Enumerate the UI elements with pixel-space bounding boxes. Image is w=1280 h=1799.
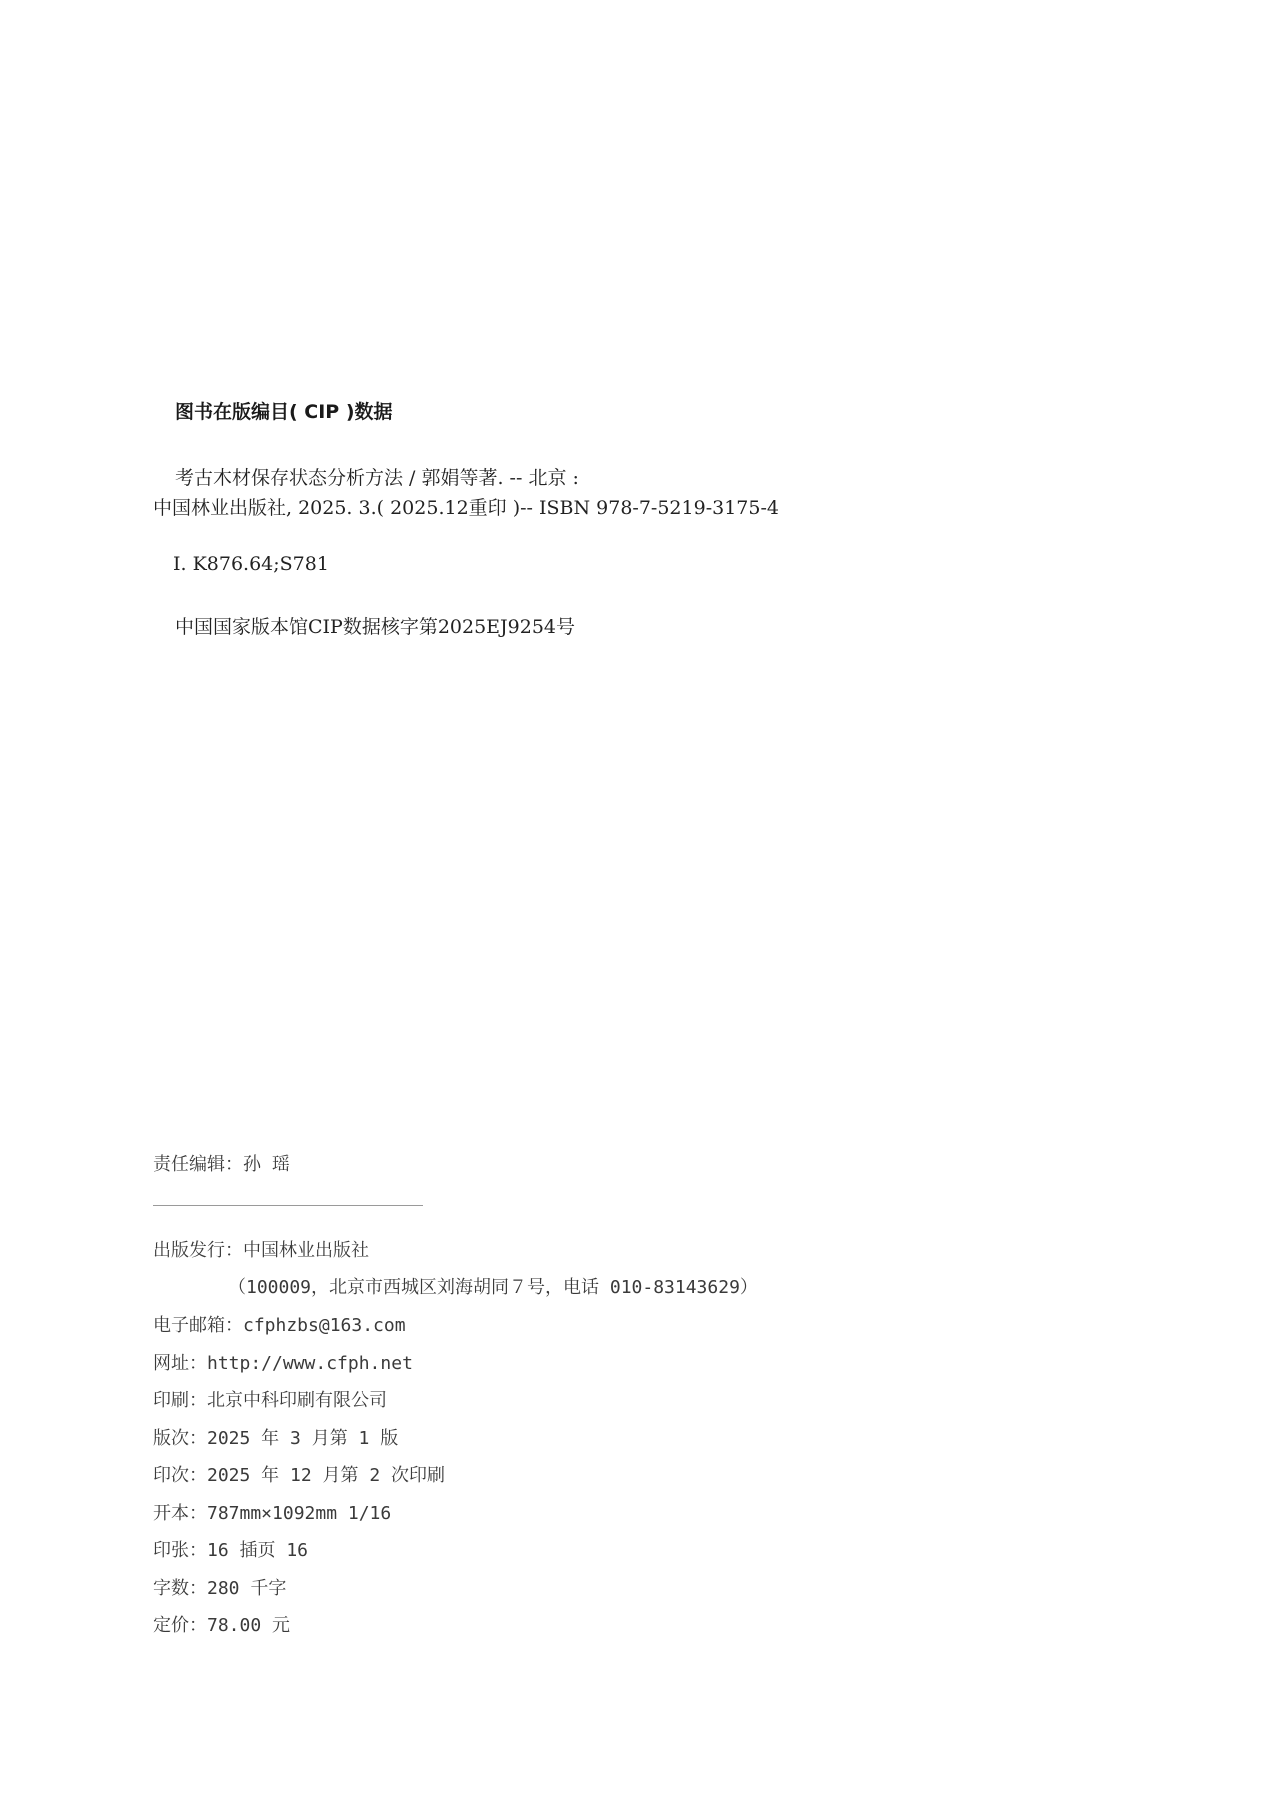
publisher-address: （100009，北京市西城区刘海胡同７号，电话 010-83143629）	[228, 1277, 758, 1298]
price-line: 定价：78.00 元	[153, 1615, 291, 1636]
cip-record-number: 中国国家版本馆CIP数据核字第2025EJ9254号	[175, 616, 576, 638]
cip-publisher-line: 中国林业出版社, 2025. 3.( 2025.12重印 )-- ISBN 978-7-5219-3175-4	[153, 497, 779, 519]
edition-line: 版次：2025 年 3 月第 1 版	[153, 1428, 399, 1449]
word-count-line: 字数：280 千字	[153, 1578, 287, 1599]
email-line: 电子邮箱：cfphzbs@163.com	[153, 1315, 406, 1336]
sheets-line: 印张：16 插页 16	[153, 1540, 309, 1561]
publisher-line: 出版发行：中国林业出版社	[153, 1240, 369, 1261]
responsible-editor: 责任编辑：孙 瑶	[153, 1154, 290, 1175]
cip-title-line: 考古木材保存状态分析方法 / 郭娟等著. -- 北京 :	[175, 467, 579, 489]
printer-line: 印刷：北京中科印刷有限公司	[153, 1390, 387, 1411]
website-line: 网址：http://www.cfph.net	[153, 1353, 413, 1374]
format-line: 开本：787mm×1092mm 1/16	[153, 1503, 392, 1524]
impression-line: 印次：2025 年 12 月第 2 次印刷	[153, 1465, 446, 1486]
cip-classification: Ⅰ. K876.64;S781	[173, 553, 329, 575]
divider-line	[153, 1205, 423, 1206]
cip-heading: 图书在版编目( CIP )数据	[175, 401, 393, 423]
